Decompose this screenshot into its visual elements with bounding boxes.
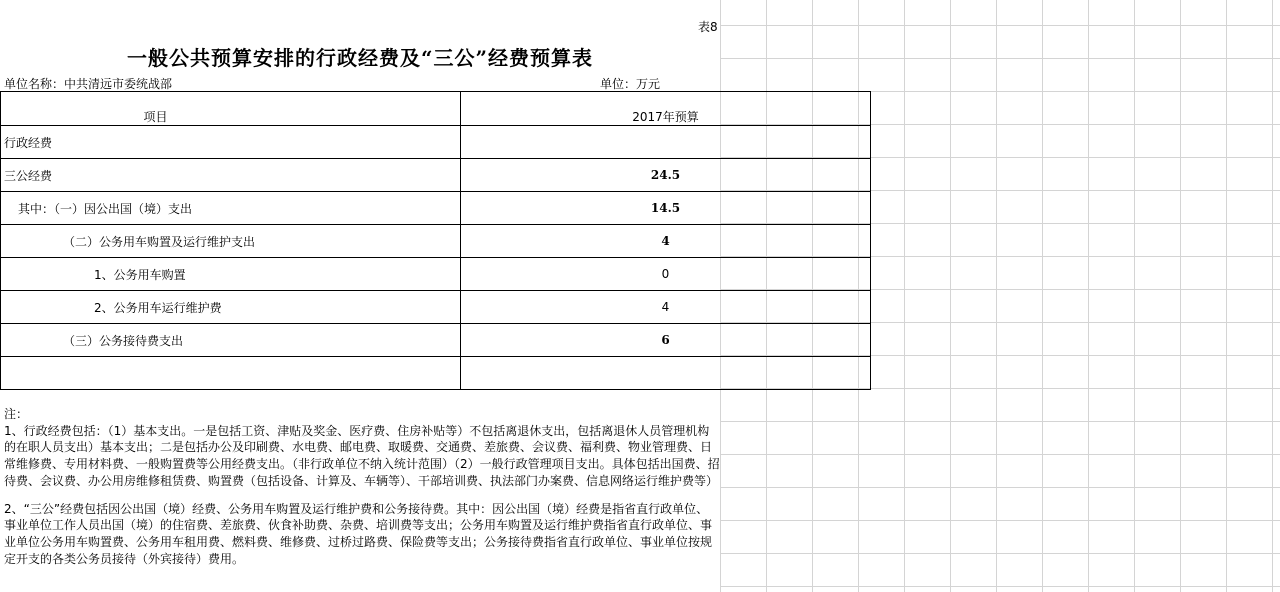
table-row [1, 357, 871, 390]
note-1: 1、行政经费包括：（1）基本支出。一是包括工资、津贴及奖金、医疗费、住房补贴等）不包括离退休支出，包括离退休人员管理机构的在职人员支出）基本支出；二是包括办公及印刷费、水电费、邮电费、取暖费、交通费、差旅费、会议费、福利费、物业管理费、日常维修费、专用材料费、一般购置费等公用经费支出。（非行政单位不纳入统计范围）（2）一般行政管理项目支出。具体包括出国费、招待费、会议费、办公用房维修租赁费、购置费（包括设备、计算及、车辆等）、干部培训费、执法部门办案费、信息网络运行维护费等） [4, 423, 720, 488]
row-value[interactable] [461, 357, 871, 390]
table-row [1, 126, 871, 159]
row-value[interactable]: 0 [461, 258, 871, 291]
row-item[interactable] [1, 357, 461, 390]
row-item[interactable]: 1、公务用车购置 [1, 258, 461, 291]
row-item[interactable]: 2、公务用车运行维护费 [1, 291, 461, 324]
budget-table [0, 91, 871, 390]
notes-label: 注： [4, 407, 29, 421]
note-2: 2、“三公”经费包括因公出国（境）经费、公务用车购置及运行维护费和公务接待费。其中：因公出国（境）经费是指省直行政单位、事业单位工作人员出国（境）的住宿费、差旅费、伙食补助费、杂费、培训费等支出；公务用车购置及运行维护费指省直行政单位、事业单位公务用车购置费、公务用车租用费、燃料费、维修费、过桥过路费、保险费等支出；公务接待费指省直行政单位、事业单位按规定开支的各类公务员接待（外宾接待）费用。 [4, 501, 713, 566]
table-row [1, 291, 871, 324]
row-item[interactable]: （三）公务接待费支出 [1, 324, 461, 357]
table-row [1, 159, 871, 192]
row-value[interactable] [461, 126, 871, 159]
table-row [1, 192, 871, 225]
row-item[interactable]: 三公经费 [1, 159, 461, 192]
header-budget[interactable]: 2017年预算 [461, 92, 871, 126]
row-item[interactable]: （二）公务用车购置及运行维护支出 [1, 225, 461, 258]
table-row [1, 225, 871, 258]
row-value[interactable]: 14.5 [461, 192, 871, 225]
page-title: 一般公共预算安排的行政经费及“三公”经费预算表 [126, 46, 593, 70]
unit-name: 单位名称：中共清远市委统战部 [4, 77, 173, 91]
row-item[interactable]: 其中：（一）因公出国（境）支出 [1, 192, 461, 225]
row-value[interactable]: 24.5 [461, 159, 871, 192]
sheet-label: 表8 [698, 20, 718, 34]
notes-section [4, 406, 720, 567]
row-value[interactable]: 4 [461, 291, 871, 324]
row-value[interactable]: 6 [461, 324, 871, 357]
row-item[interactable]: 行政经费 [1, 126, 461, 159]
table-header-row [1, 92, 871, 126]
unit-label: 单位：万元 [600, 77, 661, 91]
table-row [1, 258, 871, 291]
header-item[interactable]: 项目 [1, 92, 461, 126]
row-value[interactable]: 4 [461, 225, 871, 258]
table-row [1, 324, 871, 357]
